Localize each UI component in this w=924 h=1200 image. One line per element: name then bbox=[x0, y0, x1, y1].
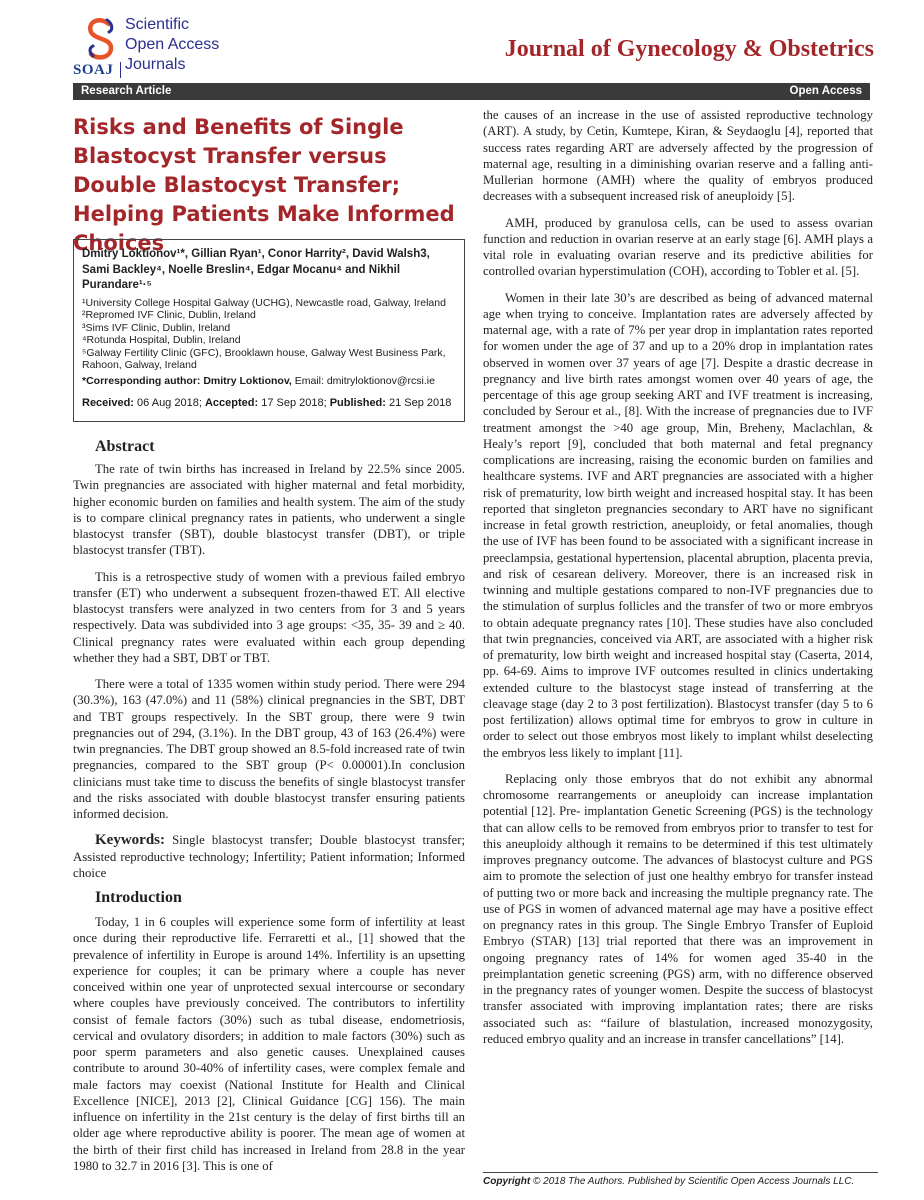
journal-title[interactable]: Journal of Gynecology & Obstetrics bbox=[504, 36, 874, 62]
accepted-date: 17 Sep 2018; bbox=[261, 397, 327, 410]
corresponding-author: *Corresponding author: Dmitry Loktionov, Email: dmitryloktionov@rcsi.ie bbox=[82, 375, 435, 388]
published-date: 21 Sep 2018 bbox=[389, 397, 452, 410]
publisher-abbr: SOAJ bbox=[73, 62, 114, 78]
intro-paragraph: the causes of an increase in the use of assisted reproductive technology (ART). A study, by Cetin, Kumtepe, Kiran, & Seydaoglu [4], reported that success rates regarding ART are adversely affected by the progression of maternal age, resulting in a diminishing ovarian reserve and a falling anti-Mullerian hormone (AMH) where the quality of embryos produced decreases with a subsequent increased risk of aneuploidy [5]. bbox=[483, 108, 873, 204]
open-access-label: Open Access bbox=[789, 85, 862, 97]
affiliation: ⁴Rotunda Hospital, Dublin, Ireland bbox=[82, 334, 241, 347]
introduction-heading: Introduction bbox=[95, 889, 182, 906]
keywords-label: Keywords: bbox=[95, 832, 165, 849]
received-date: 06 Aug 2018; bbox=[137, 397, 202, 410]
right-column bbox=[483, 107, 873, 1047]
publisher-name: Scientific Open Access Journals bbox=[125, 16, 220, 73]
article-dates: Received: 06 Aug 2018; Accepted: 17 Sep 2018; Published: 21 Sep 2018 bbox=[82, 397, 452, 410]
abstract-paragraph: This is a retrospective study of women with a previous failed embryo transfer (ET) who underwent a subsequent frozen-thawed ET. All elective blastocyst transfers were analyzed in two centers from for 3 and 5 years respectively. Data was subdivided into 3 age groups: <35, 35- 39 and ≥ 40. Clinical pregnancy rates were evaluated within each group depending whether they had a SBT, DBT or TBT. bbox=[73, 569, 465, 665]
affiliation: ¹University College Hospital Galway (UCHG), Newcastle road, Galway, Ireland bbox=[82, 296, 446, 309]
affiliation-list bbox=[82, 297, 456, 373]
keywords-text: Single blastocyst transfer; Double blastocyst transfer; Assisted reproductive technology; Infertility; Patient information; Informed choice bbox=[73, 833, 465, 880]
affiliation: ²Repromed IVF Clinic, Dublin, Ireland bbox=[82, 309, 256, 322]
article-title: Risks and Benefits of Single Blastocyst Transfer versus Double Blastocyst Transfer; Helping Patients Make Informed Choices bbox=[73, 115, 455, 255]
logo-divider bbox=[120, 62, 121, 78]
intro-paragraph: AMH, produced by granulosa cells, can be used to assess ovarian function and reduction in ovarian reserve at an early stage [6]. AMH plays a vital role in evaluating ovarian reserve and its predictive abilities for controlled ovarian hyperstimulation (COH), according to Tobler et al. [5]. bbox=[483, 215, 873, 279]
author-list: Dmitry Loktionov¹*, Gillian Ryan¹, Conor Harrity², David Walsh3, Sami Backley⁴, Noelle Breslin⁴, Edgar Mocanu⁴ and Nikhil Purandare¹·⁵ bbox=[82, 248, 430, 291]
corresponding-email[interactable]: Email: dmitryloktionov@rcsi.ie bbox=[294, 375, 435, 388]
abstract-paragraph: There were a total of 1335 women within study period. There were 294 (30.3%), 163 (47.0%) and 11 (58%) clinical pregnancies in the SBT, DBT and TBT groups respectively. In the SBT group, there were 9 twin pregnancies out of 294, (3.1%). In the DBT group, 43 of 163 (26.4%) were twin pregnancies. The DBT group showed an 8.5-fold increased rate of twin pregnancies, compared to the SBT group (P< 0.00001).In conclusion clinicians must take time to discuss the benefits of single blastocyst transfer and the risks associated with double blastocyst transfer ensuring patients informed decision. bbox=[73, 677, 465, 821]
author-info-box bbox=[73, 239, 465, 422]
left-column bbox=[73, 437, 465, 1174]
publisher-logo bbox=[73, 14, 233, 78]
intro-paragraph: Replacing only those embryos that do not exhibit any abnormal chromosome rearrangements or aneuploidy can increase implantation potential [12]. Pre- implantation Genetic Screening (PGS) is the technology that can allow cells to be removed from embryos prior to transfer to test for this aneuploidy although it remains to be determined if this test ultimately improves pregnancy outcome. The advances of blastocyst culture and PGS aim to promote the selection of just one healthy embryo for transfer instead of putting two or more back and increasing the multiple pregnancy rate. The use of PGS in women of advanced maternal age may have a positive effect on pregnancy rates in this group. The Single Embryo Transfer of Euploid Embryo (STAR) [13] trial reported that there was an improvement in ongoing pregnancy rates of 14% for women aged 35-40 in the preimplantation genetic screening (PGS) arm, with no difference observed in the pregnancy rates of younger women. Despite the success of blastocyst transfer associated with improving implantation rates; there are risks associated such as: “failure of blastulation, increased monozygosity, reduced embryo quality and an increase in transfer cancellations” [14]. bbox=[483, 771, 873, 1046]
affiliation: ⁵Galway Fertility Clinic (GFC), Brooklawn house, Galway West Business Park, Rahoon, Galway, Ireland bbox=[82, 346, 446, 372]
abstract-heading: Abstract bbox=[95, 438, 155, 455]
copyright-notice bbox=[483, 1172, 878, 1187]
soaj-swirl-icon bbox=[83, 16, 119, 62]
affiliation: ³Sims IVF Clinic, Dublin, Ireland bbox=[82, 321, 231, 334]
article-type: Research Article bbox=[81, 85, 172, 97]
copyright-label: Copyright bbox=[483, 1176, 531, 1187]
keywords bbox=[73, 832, 465, 881]
copyright-text: © 2018 The Authors. Published by Scientific Open Access Journals LLC. bbox=[533, 1176, 855, 1187]
article-type-bar bbox=[73, 83, 870, 100]
abstract-paragraph: The rate of twin births has increased in Ireland by 22.5% since 2005. Twin pregnancies are associated with higher maternal and fetal morbidity, higher economic burden on families and health system. The aim of the study is to compare clinical pregnancy rates in patients, who underwent a single blastocyst transfer (SBT), double blastocyst transfer (DBT), or triple blastocyst transfer (TBT). bbox=[73, 462, 465, 558]
intro-paragraph: Women in their late 30’s are described as being of advanced maternal age when trying to conceive. Implantation rates are adversely affected by maternal age, with a rate of 7% per year drop in implantation rates reported for women under the age of 37 and up to a 20% drop in implantation rates observed in women over 37 years of age [7]. Despite a drastic decrease in pregnancy and live birth rates amongst women over 40 years of age, the percentage of this age group seeking ART and IVF treatment is increasing, concluded by Serour et al., [8]. With the increase of pregnancies due to IVF treatment amongst the >40 age group, Min, Breheny, Maclachlan, & Healy’s report [9], concluded that both maternal and fetal pregnancy complications are increasing, raising the economic burden on families and healthcare systems. IVF and ART pregnancies are associated with a higher risk of prematurity, low birth weight and increased hospital stay. It has been reported that singleton pregnancies secondary to ART have no significant increase in fetal growth restriction, aneuploidy, or fetal anomalies, though the use of IVF has been found to be associated with a significant increase in preeclampsia, gestational hypertension, placental abruption, placenta previa, and risk of cesarean delivery. Moreover, there is an increased risk in twinning and multiple gestations compared to non-IVF pregnancies due to the stimulation of surplus follicles and the transfer of two or more embryos to obtain adequate pregnancy rates [10]. These studies have also concluded that twin pregnancies, conceived via ART, are associated with a higher risk of prematurity, low birth weight and increased hospital stay (Caserta, 2014, pp. 64-69. Aims to improve IVF outcomes resulted in clinics undertaking extended culture to the blastocyst stage instead of transferring at the cleavage stage (day 2 to 3 post fertilization). Blastocyst transfer (day 5 to 6 post fertilization) allows optimal time for embryos to grow in culture in order to select out those embryos most likely to implant whilst deselecting the embryos less likely to implant [11]. bbox=[483, 290, 873, 760]
intro-paragraph: Today, 1 in 6 couples will experience some form of infertility at least once during their reproductive life. Ferraretti et al., [1] showed that the prevalence of infertility in Europe is around 14%. Infertility is an upsetting experience for couples; it can be primary where a couple has never conceived within one year of unprotected sexual intercourse or secondary where couples have previously conceived. The contributors to infertility consist of female factors (30%) such as tubal disease, endometriosis, cervical and ovulatory disorders; in addition to male factors (30%) such as poor sperm parameters and also genetic causes. Unexplained causes contribute to around 30-40% of infertility cases, were complex female and male factors may coexist (National Institute for Health and Clinical Excellence [NICE], 2013 [2], Clinical Guidance [CG] 156). The main influence on infertility in the 21st century is the delay of first births till an older age where reproductive ability is poorer. The mean age of women at the birth of their first child has increased in Ireland from 28.8 in the year 1980 to 32.7 in 2016 [3]. This is one of bbox=[73, 915, 465, 1173]
